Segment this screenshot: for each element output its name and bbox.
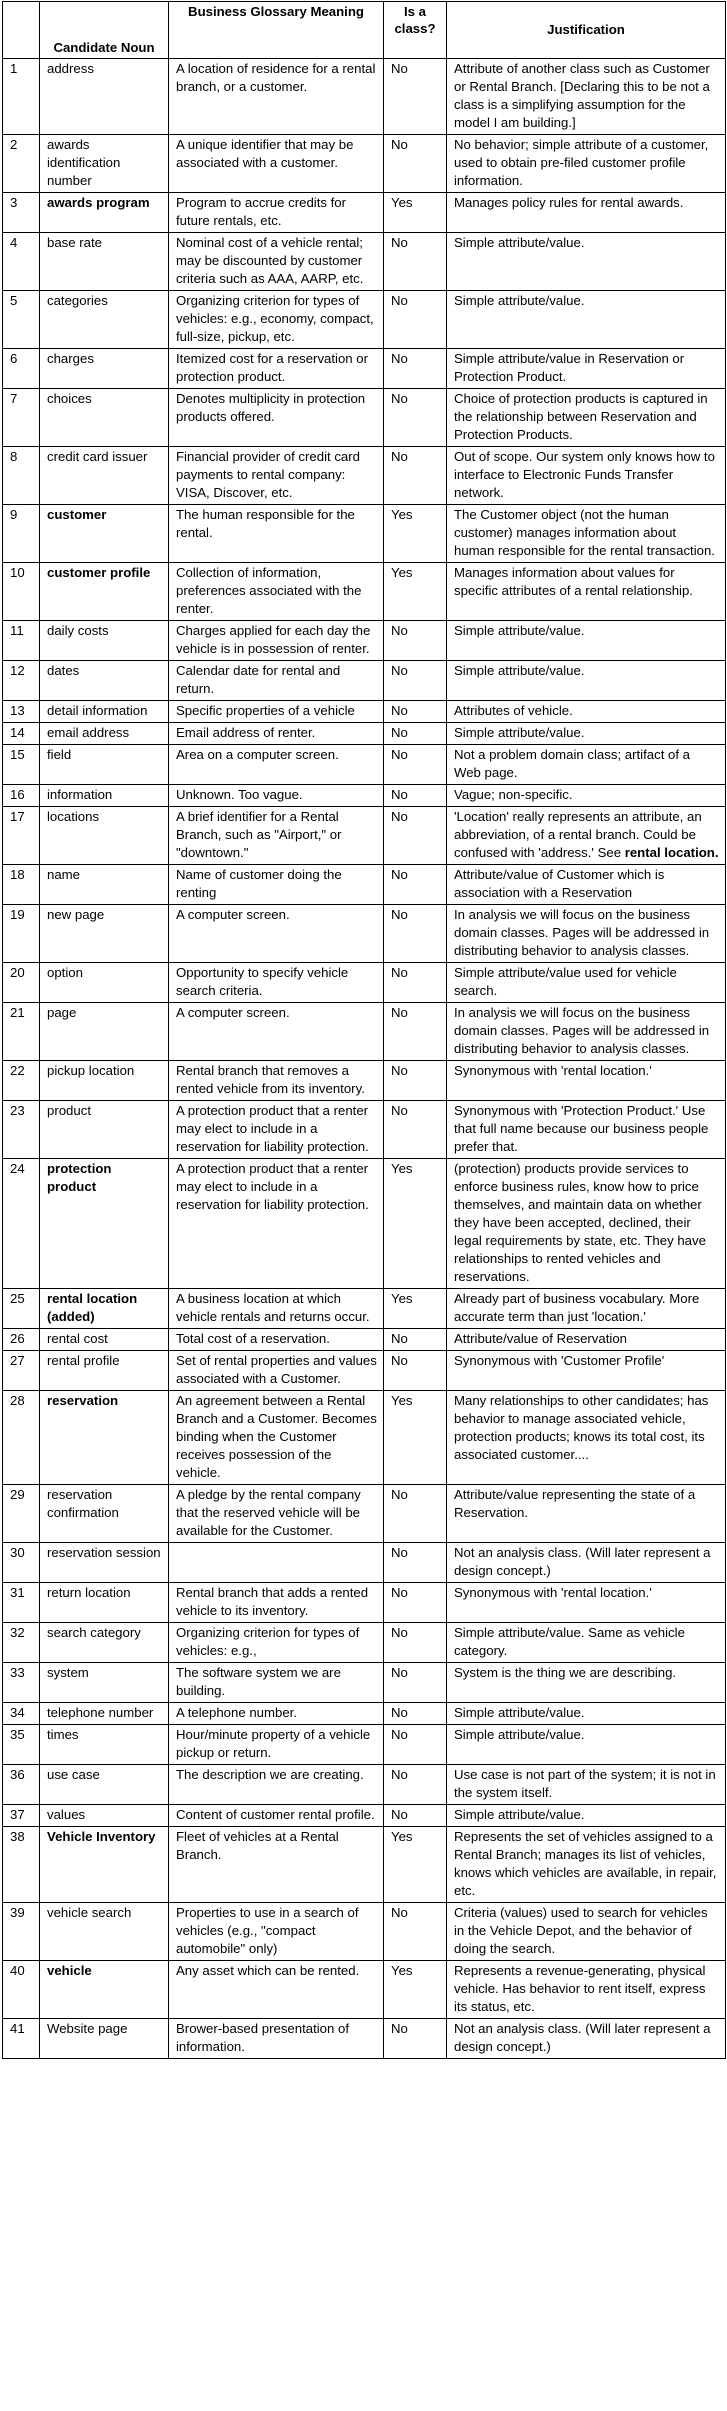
justification-text: Simple attribute/value. — [454, 663, 585, 678]
candidate-noun: page — [40, 1003, 169, 1061]
justification — [447, 1485, 726, 1543]
table-row — [3, 1289, 726, 1329]
table-row — [3, 745, 726, 785]
glossary-meaning: Properties to use in a search of vehicles (e.g., "compact automobile" only) — [169, 1903, 384, 1961]
justification-text: Attribute/value representing the state of a Reservation. — [454, 1487, 696, 1520]
glossary-meaning: Itemized cost for a reservation or protection product. — [169, 349, 384, 389]
candidate-noun: name — [40, 865, 169, 905]
candidate-noun: Website page — [40, 2019, 169, 2059]
justification — [447, 905, 726, 963]
row-number: 12 — [3, 661, 40, 701]
justification-text: Simple attribute/value used for vehicle search. — [454, 965, 677, 998]
table-row — [3, 1101, 726, 1159]
candidate-noun: information — [40, 785, 169, 807]
glossary-meaning: Program to accrue credits for future rentals, etc. — [169, 193, 384, 233]
justification — [447, 1329, 726, 1351]
candidate-noun: email address — [40, 723, 169, 745]
row-number: 20 — [3, 963, 40, 1003]
glossary-meaning: Calendar date for rental and return. — [169, 661, 384, 701]
candidate-noun: daily costs — [40, 621, 169, 661]
row-number: 4 — [3, 233, 40, 291]
table-row — [3, 233, 726, 291]
table-row — [3, 1725, 726, 1765]
table-row — [3, 1391, 726, 1485]
justification — [447, 963, 726, 1003]
table-row — [3, 1543, 726, 1583]
glossary-meaning: Brower-based presentation of information. — [169, 2019, 384, 2059]
row-number: 17 — [3, 807, 40, 865]
header-meaning: Business Glossary Meaning — [169, 2, 384, 59]
glossary-meaning: The description we are creating. — [169, 1765, 384, 1805]
candidate-noun: rental cost — [40, 1329, 169, 1351]
glossary-meaning: Opportunity to specify vehicle search criteria. — [169, 963, 384, 1003]
glossary-meaning: Content of customer rental profile. — [169, 1805, 384, 1827]
row-number: 18 — [3, 865, 40, 905]
row-number: 2 — [3, 135, 40, 193]
candidate-noun: product — [40, 1101, 169, 1159]
is-class-value: No — [384, 447, 447, 505]
is-class-value: Yes — [384, 563, 447, 621]
candidate-noun: field — [40, 745, 169, 785]
justification-text: Manages information about values for specific attributes of a rental relationship. — [454, 565, 693, 598]
is-class-value: Yes — [384, 1289, 447, 1329]
table-row — [3, 1903, 726, 1961]
is-class-value: No — [384, 1623, 447, 1663]
justification — [447, 135, 726, 193]
is-class-value: No — [384, 1703, 447, 1725]
justification — [447, 745, 726, 785]
row-number: 39 — [3, 1903, 40, 1961]
is-class-value: No — [384, 1543, 447, 1583]
candidate-noun: return location — [40, 1583, 169, 1623]
justification — [447, 389, 726, 447]
justification — [447, 701, 726, 723]
row-number: 30 — [3, 1543, 40, 1583]
glossary-meaning: Hour/minute property of a vehicle pickup or return. — [169, 1725, 384, 1765]
table-row — [3, 135, 726, 193]
table-row — [3, 349, 726, 389]
justification-text: In analysis we will focus on the business domain classes. Pages will be addressed in distributing behavior to analysis classes. — [454, 907, 710, 958]
glossary-meaning: A computer screen. — [169, 1003, 384, 1061]
candidate-noun: use case — [40, 1765, 169, 1805]
table-row — [3, 1003, 726, 1061]
table-row — [3, 447, 726, 505]
row-number: 9 — [3, 505, 40, 563]
justification — [447, 661, 726, 701]
glossary-meaning: Nominal cost of a vehicle rental; may be discounted by customer criteria such as AAA, AARP, etc. — [169, 233, 384, 291]
candidate-noun: rental profile — [40, 1351, 169, 1391]
header-row — [3, 2, 726, 59]
is-class-value: No — [384, 233, 447, 291]
glossary-meaning: Fleet of vehicles at a Rental Branch. — [169, 1827, 384, 1903]
table-row — [3, 723, 726, 745]
justification — [447, 1391, 726, 1485]
justification — [447, 1961, 726, 2019]
justification-text: Simple attribute/value. — [454, 725, 585, 740]
candidate-noun: reservation session — [40, 1543, 169, 1583]
justification-text: Attribute of another class such as Customer or Rental Branch. [Declaring this to be not a class is a simplifying assumption for the model I am building.] — [454, 61, 710, 130]
is-class-value: No — [384, 865, 447, 905]
table-row — [3, 963, 726, 1003]
glossary-meaning: Total cost of a reservation. — [169, 1329, 384, 1351]
glossary-meaning: Area on a computer screen. — [169, 745, 384, 785]
candidate-noun: Vehicle Inventory — [40, 1827, 169, 1903]
is-class-value: No — [384, 745, 447, 785]
candidate-noun: awards identification number — [40, 135, 169, 193]
is-class-value: No — [384, 1329, 447, 1351]
justification-text: Simple attribute/value. — [454, 1705, 585, 1720]
row-number: 10 — [3, 563, 40, 621]
justification-text: Criteria (values) used to search for vehicles in the Vehicle Depot, and the behavior of doing the search. — [454, 1905, 708, 1956]
justification — [447, 1061, 726, 1101]
is-class-value: Yes — [384, 505, 447, 563]
table-row — [3, 807, 726, 865]
table-row — [3, 1329, 726, 1351]
row-number: 16 — [3, 785, 40, 807]
is-class-value: No — [384, 291, 447, 349]
is-class-value: No — [384, 1003, 447, 1061]
glossary-meaning: Collection of information, preferences associated with the renter. — [169, 563, 384, 621]
row-number: 11 — [3, 621, 40, 661]
is-class-value: No — [384, 621, 447, 661]
table-row — [3, 1061, 726, 1101]
row-number: 25 — [3, 1289, 40, 1329]
glossary-meaning: A protection product that a renter may elect to include in a reservation for liability protection. — [169, 1159, 384, 1289]
is-class-value: No — [384, 1485, 447, 1543]
justification — [447, 723, 726, 745]
justification-text: No behavior; simple attribute of a customer, used to obtain pre-filed customer profile information. — [454, 137, 709, 188]
justification-text: Manages policy rules for rental awards. — [454, 195, 684, 210]
justification-text: Vague; non-specific. — [454, 787, 573, 802]
justification-text: Represents the set of vehicles assigned to a Rental Branch; manages its list of vehicles, knows which vehicles are available, in repair, etc. — [454, 1829, 717, 1898]
row-number: 31 — [3, 1583, 40, 1623]
justification — [447, 785, 726, 807]
justification-text: Simple attribute/value. — [454, 235, 585, 250]
table-row — [3, 621, 726, 661]
row-number: 8 — [3, 447, 40, 505]
row-number: 35 — [3, 1725, 40, 1765]
glossary-meaning: Email address of renter. — [169, 723, 384, 745]
is-class-value: No — [384, 349, 447, 389]
justification-text: (protection) products provide services to enforce business rules, know how to price themselves, and maintain data on whether they have been accepted, declined, their legal requirements by state, etc. They have relationships to rented vehicles and reservations. — [454, 1161, 706, 1284]
is-class-value: No — [384, 963, 447, 1003]
glossary-meaning: Any asset which can be rented. — [169, 1961, 384, 2019]
table-row — [3, 661, 726, 701]
justification — [447, 1703, 726, 1725]
glossary-meaning: The human responsible for the rental. — [169, 505, 384, 563]
is-class-value: No — [384, 1725, 447, 1765]
glossary-meaning: Unknown. Too vague. — [169, 785, 384, 807]
justification-text: Already part of business vocabulary. More accurate term than just 'location.' — [454, 1291, 700, 1324]
justification — [447, 1583, 726, 1623]
row-number: 13 — [3, 701, 40, 723]
row-number: 27 — [3, 1351, 40, 1391]
row-number: 29 — [3, 1485, 40, 1543]
is-class-value: No — [384, 2019, 447, 2059]
justification — [447, 865, 726, 905]
is-class-value: No — [384, 661, 447, 701]
table-row — [3, 1351, 726, 1391]
row-number: 1 — [3, 59, 40, 135]
justification-text: Simple attribute/value. — [454, 293, 585, 308]
candidate-noun: charges — [40, 349, 169, 389]
candidate-noun: option — [40, 963, 169, 1003]
row-number: 41 — [3, 2019, 40, 2059]
justification-text: Attributes of vehicle. — [454, 703, 573, 718]
table-row — [3, 1623, 726, 1663]
justification — [447, 1827, 726, 1903]
justification — [447, 621, 726, 661]
is-class-value: No — [384, 723, 447, 745]
justification — [447, 1805, 726, 1827]
justification-text: Simple attribute/value. — [454, 1807, 585, 1822]
table-row — [3, 1663, 726, 1703]
glossary-meaning: A unique identifier that may be associated with a customer. — [169, 135, 384, 193]
justification-text: Simple attribute/value. Same as vehicle category. — [454, 1625, 685, 1658]
candidate-noun: dates — [40, 661, 169, 701]
glossary-meaning: A business location at which vehicle rentals and returns occur. — [169, 1289, 384, 1329]
glossary-meaning: Denotes multiplicity in protection products offered. — [169, 389, 384, 447]
candidate-noun: customer — [40, 505, 169, 563]
justification — [447, 1351, 726, 1391]
justification-text: System is the thing we are describing. — [454, 1665, 677, 1680]
row-number: 36 — [3, 1765, 40, 1805]
header-number — [3, 2, 40, 59]
candidate-noun-table — [2, 1, 726, 2059]
justification — [447, 563, 726, 621]
justification-text: Synonymous with 'Customer Profile' — [454, 1353, 665, 1368]
is-class-value: No — [384, 785, 447, 807]
candidate-noun: categories — [40, 291, 169, 349]
is-class-value: No — [384, 1583, 447, 1623]
justification — [447, 2019, 726, 2059]
justification — [447, 1543, 726, 1583]
table-row — [3, 389, 726, 447]
candidate-noun: protection product — [40, 1159, 169, 1289]
justification — [447, 59, 726, 135]
justification-text: Simple attribute/value in Reservation or Protection Product. — [454, 351, 685, 384]
is-class-value: Yes — [384, 1827, 447, 1903]
table-row — [3, 291, 726, 349]
row-number: 6 — [3, 349, 40, 389]
justification-text: In analysis we will focus on the business domain classes. Pages will be addressed in distributing behavior to analysis classes. — [454, 1005, 710, 1056]
glossary-meaning: Organizing criterion for types of vehicles: e.g., economy, compact, full-size, pickup, etc. — [169, 291, 384, 349]
is-class-value: No — [384, 59, 447, 135]
candidate-noun: values — [40, 1805, 169, 1827]
justification — [447, 505, 726, 563]
table-row — [3, 1703, 726, 1725]
row-number: 21 — [3, 1003, 40, 1061]
candidate-noun: system — [40, 1663, 169, 1703]
header-is-class: Is a class? — [384, 2, 447, 59]
justification — [447, 1725, 726, 1765]
candidate-noun: awards program — [40, 193, 169, 233]
is-class-value: No — [384, 1765, 447, 1805]
glossary-meaning: An agreement between a Rental Branch and a Customer. Becomes binding when the Customer receives possession of the vehicle. — [169, 1391, 384, 1485]
row-number: 24 — [3, 1159, 40, 1289]
table-row — [3, 1961, 726, 2019]
justification — [447, 1623, 726, 1663]
is-class-value: No — [384, 1101, 447, 1159]
candidate-noun: base rate — [40, 233, 169, 291]
candidate-noun: times — [40, 1725, 169, 1765]
row-number: 7 — [3, 389, 40, 447]
is-class-value: No — [384, 1805, 447, 1827]
is-class-value: No — [384, 701, 447, 723]
justification — [447, 1101, 726, 1159]
justification — [447, 1765, 726, 1805]
candidate-noun: detail information — [40, 701, 169, 723]
row-number: 3 — [3, 193, 40, 233]
justification — [447, 1003, 726, 1061]
glossary-meaning: A pledge by the rental company that the reserved vehicle will be available for the Customer. — [169, 1485, 384, 1543]
table-row — [3, 865, 726, 905]
justification — [447, 1903, 726, 1961]
justification-text: Simple attribute/value. — [454, 1727, 585, 1742]
is-class-value: No — [384, 1351, 447, 1391]
is-class-value: Yes — [384, 1391, 447, 1485]
justification-text: 'Location' really represents an attribute, an abbreviation, of a rental branch. Could be confused with 'address.' See — [454, 809, 702, 860]
table-row — [3, 59, 726, 135]
candidate-noun: reservation — [40, 1391, 169, 1485]
table-row — [3, 505, 726, 563]
table-row — [3, 905, 726, 963]
row-number: 32 — [3, 1623, 40, 1663]
candidate-noun: reservation confirmation — [40, 1485, 169, 1543]
justification — [447, 349, 726, 389]
table-body — [3, 59, 726, 2059]
candidate-noun: choices — [40, 389, 169, 447]
candidate-noun: vehicle — [40, 1961, 169, 2019]
row-number: 40 — [3, 1961, 40, 2019]
glossary-meaning: A protection product that a renter may elect to include in a reservation for liability protection. — [169, 1101, 384, 1159]
table-row — [3, 2019, 726, 2059]
is-class-value: Yes — [384, 1159, 447, 1289]
row-number: 22 — [3, 1061, 40, 1101]
row-number: 34 — [3, 1703, 40, 1725]
justification-text: Represents a revenue-generating, physical vehicle. Has behavior to rent itself, express its status, etc. — [454, 1963, 706, 2014]
justification-text: Not an analysis class. (Will later represent a design concept.) — [454, 1545, 711, 1578]
justification-text: Simple attribute/value. — [454, 623, 585, 638]
candidate-noun: address — [40, 59, 169, 135]
justification — [447, 233, 726, 291]
justification-text: Many relationships to other candidates; has behavior to manage associated vehicle, protection products; knows its total cost, its associated customer.... — [454, 1393, 709, 1462]
glossary-meaning: Financial provider of credit card payments to rental company: VISA, Discover, etc. — [169, 447, 384, 505]
is-class-value: No — [384, 807, 447, 865]
glossary-meaning: Organizing criterion for types of vehicles: e.g., — [169, 1623, 384, 1663]
justification — [447, 1289, 726, 1329]
is-class-value: No — [384, 389, 447, 447]
justification — [447, 447, 726, 505]
justification — [447, 1663, 726, 1703]
table-row — [3, 785, 726, 807]
table-row — [3, 563, 726, 621]
header-justification: Justification — [447, 2, 726, 59]
table-row — [3, 193, 726, 233]
justification — [447, 1159, 726, 1289]
justification-text: Out of scope. Our system only knows how to interface to Electronic Funds Transfer network. — [454, 449, 715, 500]
is-class-value: No — [384, 905, 447, 963]
candidate-noun: telephone number — [40, 1703, 169, 1725]
table-row — [3, 1583, 726, 1623]
glossary-meaning — [169, 1543, 384, 1583]
row-number: 5 — [3, 291, 40, 349]
candidate-noun: customer profile — [40, 563, 169, 621]
candidate-noun: locations — [40, 807, 169, 865]
justification-text: Not an analysis class. (Will later represent a design concept.) — [454, 2021, 711, 2054]
justification — [447, 291, 726, 349]
row-number: 38 — [3, 1827, 40, 1903]
row-number: 15 — [3, 745, 40, 785]
justification — [447, 807, 726, 865]
candidate-noun: pickup location — [40, 1061, 169, 1101]
glossary-meaning: Specific properties of a vehicle — [169, 701, 384, 723]
candidate-noun: search category — [40, 1623, 169, 1663]
candidate-noun: rental location (added) — [40, 1289, 169, 1329]
table-row — [3, 1159, 726, 1289]
is-class-value: No — [384, 135, 447, 193]
header-candidate-noun: Candidate Noun — [40, 2, 169, 59]
row-number: 19 — [3, 905, 40, 963]
glossary-meaning: Rental branch that adds a rented vehicle to its inventory. — [169, 1583, 384, 1623]
candidate-noun: vehicle search — [40, 1903, 169, 1961]
table-row — [3, 1765, 726, 1805]
glossary-meaning: A location of residence for a rental branch, or a customer. — [169, 59, 384, 135]
justification — [447, 193, 726, 233]
is-class-value: No — [384, 1903, 447, 1961]
table-row — [3, 1827, 726, 1903]
glossary-meaning: Set of rental properties and values associated with a Customer. — [169, 1351, 384, 1391]
table-row — [3, 1485, 726, 1543]
is-class-value: No — [384, 1061, 447, 1101]
row-number: 14 — [3, 723, 40, 745]
glossary-meaning: A computer screen. — [169, 905, 384, 963]
row-number: 23 — [3, 1101, 40, 1159]
justification-bold-text: rental location. — [624, 845, 719, 860]
is-class-value: Yes — [384, 1961, 447, 2019]
justification-text: Choice of protection products is captured in the relationship between Reservation and Protection Products. — [454, 391, 708, 442]
justification-text: Not a problem domain class; artifact of a Web page. — [454, 747, 691, 780]
justification-text: Use case is not part of the system; it is not in the system itself. — [454, 1767, 716, 1800]
glossary-meaning: Name of customer doing the renting — [169, 865, 384, 905]
justification-text: Synonymous with 'Protection Product.' Use that full name because our business people prefer that. — [454, 1103, 709, 1154]
justification-text: The Customer object (not the human customer) manages information about human responsible for the rental transaction. — [454, 507, 715, 558]
justification-text: Attribute/value of Customer which is association with a Reservation — [454, 867, 665, 900]
glossary-meaning: Rental branch that removes a rented vehicle from its inventory. — [169, 1061, 384, 1101]
is-class-value: No — [384, 1663, 447, 1703]
row-number: 37 — [3, 1805, 40, 1827]
table-row — [3, 1805, 726, 1827]
row-number: 33 — [3, 1663, 40, 1703]
glossary-meaning: Charges applied for each day the vehicle is in possession of renter. — [169, 621, 384, 661]
justification-text: Synonymous with 'rental location.' — [454, 1063, 652, 1078]
row-number: 28 — [3, 1391, 40, 1485]
row-number: 26 — [3, 1329, 40, 1351]
candidate-noun: new page — [40, 905, 169, 963]
justification-text: Attribute/value of Reservation — [454, 1331, 627, 1346]
glossary-meaning: The software system we are building. — [169, 1663, 384, 1703]
justification-text: Synonymous with 'rental location.' — [454, 1585, 652, 1600]
glossary-meaning: A telephone number. — [169, 1703, 384, 1725]
glossary-meaning: A brief identifier for a Rental Branch, such as "Airport," or "downtown." — [169, 807, 384, 865]
is-class-value: Yes — [384, 193, 447, 233]
table-row — [3, 701, 726, 723]
candidate-noun: credit card issuer — [40, 447, 169, 505]
